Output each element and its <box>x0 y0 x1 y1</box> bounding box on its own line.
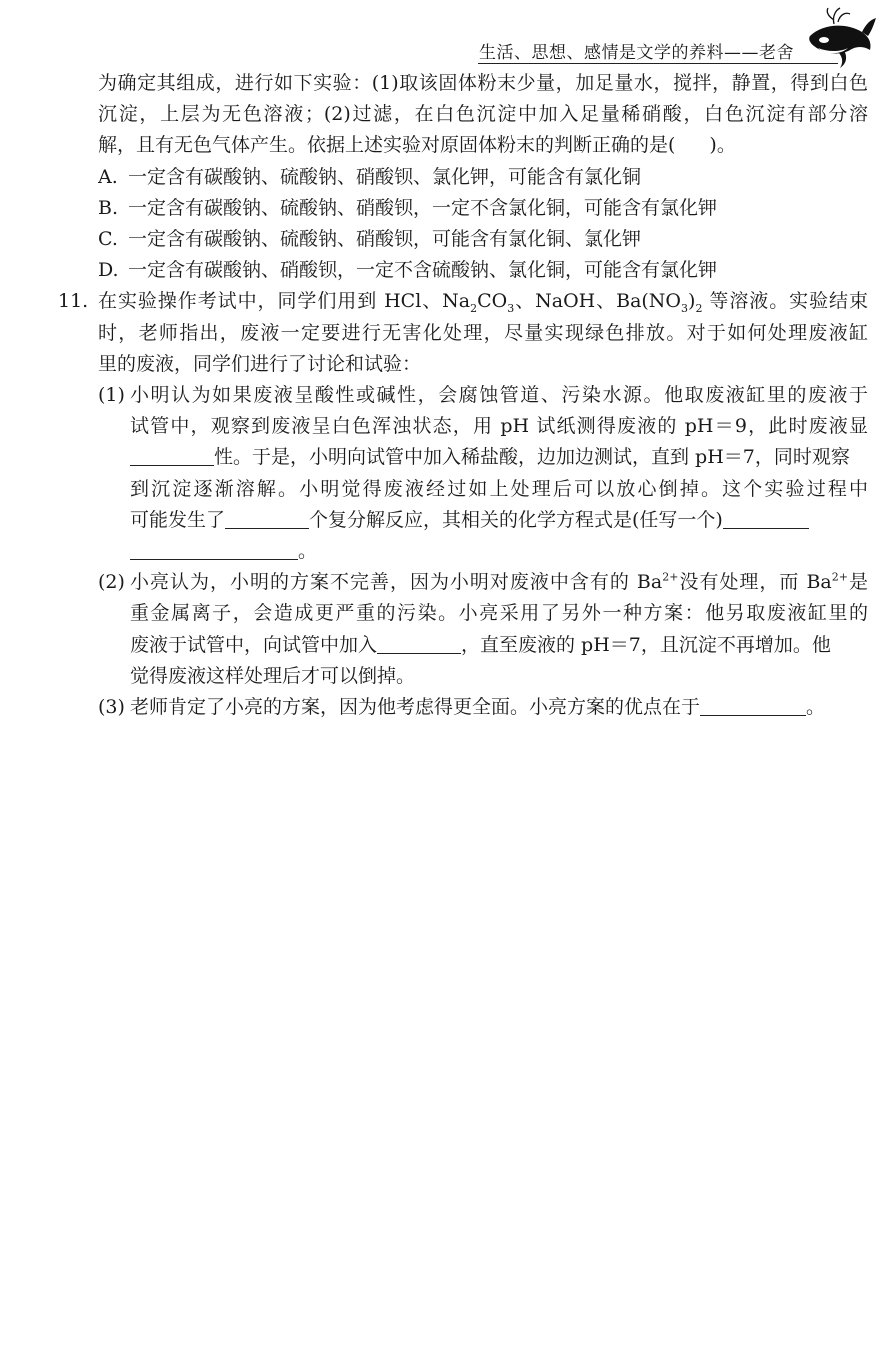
answer-blank[interactable] <box>130 443 214 466</box>
part2-line-b: 重金属离子，会造成更严重的污染。小亮采用了另外一种方案：他另取废液缸里的 <box>130 602 868 625</box>
option-text: 一定含有碳酸钠、硫酸钠、硝酸钡、氯化钾，可能含有氯化铜 <box>128 165 642 188</box>
header-rule <box>478 63 838 64</box>
intro-line-2: 沉淀，上层为无色溶液；(2)过滤，在白色沉淀中加入足量稀硝酸，白色沉淀有部分溶 <box>98 103 868 126</box>
subscript: 2 <box>470 302 478 316</box>
option-text: 一定含有碳酸钠、硫酸钠、硝酸钡，可能含有氯化铜、氯化钾 <box>128 227 642 250</box>
part2-text: 废液于试管中，向试管中加入 <box>130 633 378 656</box>
q11-text: CO <box>477 290 508 313</box>
option-label: B. <box>98 196 119 219</box>
q11-part-1 <box>98 380 868 567</box>
part2-text: ，直至废液的 pH＝7，且沉淀不再增加。他 <box>461 633 831 656</box>
answer-blank[interactable] <box>377 631 461 654</box>
part1-text: 个复分解反应，其相关的化学方程式是(任写一个) <box>309 508 723 531</box>
answer-blank[interactable] <box>225 506 309 529</box>
q11-text: ) <box>688 290 696 313</box>
q11-line-2: 时，老师指出，废液一定要进行无害化处理，尽量实现绿色排放。对于如何处理废液缸 <box>98 321 868 344</box>
q11-line-3: 里的废液，同学们进行了讨论和试验： <box>98 352 422 375</box>
part2-line-d: 觉得废液这样处理后才可以倒掉。 <box>130 664 416 687</box>
q11-part-2 <box>98 567 868 692</box>
part1-line-e <box>130 505 868 536</box>
superscript: 2+ <box>662 570 679 584</box>
q11-text: 等溶液。实验结束 <box>702 290 868 313</box>
part3-line-a <box>130 692 868 723</box>
part1-line-c <box>130 442 868 473</box>
header-motto: 生活、思想、感情是文学的养料——老舍 <box>479 43 794 63</box>
q11-part-3 <box>98 692 868 723</box>
part-number: (2) <box>98 571 125 594</box>
part3-text: 。 <box>806 695 826 718</box>
answer-blank[interactable] <box>700 693 806 716</box>
question-number: 11. <box>58 290 89 313</box>
answer-blank[interactable] <box>723 506 809 529</box>
q11-text: 在实验操作考试中，同学们用到 HCl、Na <box>98 290 471 313</box>
part-number: (1) <box>98 383 125 406</box>
option-a <box>98 162 868 193</box>
option-d <box>98 255 868 286</box>
option-b <box>98 193 868 224</box>
part1-text: 。 <box>298 539 318 562</box>
q11-text: 、NaOH、Ba(NO <box>514 290 682 313</box>
subscript: 3 <box>507 302 515 316</box>
option-text: 一定含有碳酸钠、硫酸钠、硝酸钡，一定不含氯化铜，可能含有氯化钾 <box>128 196 718 219</box>
part1-line-b: 试管中，观察到废液呈白色浑浊状态，用 pH 试纸测得废液的 pH＝9，此时废液显 <box>130 415 868 438</box>
part2-text: 是 <box>847 571 868 594</box>
intro-line-3-text: 解，且有无色气体产生。依据上述实验对原固体粉末的判断正确的是( <box>98 134 676 157</box>
superscript: 2+ <box>831 570 848 584</box>
question-content <box>58 68 868 723</box>
option-label: C. <box>98 227 118 250</box>
q11-line-1 <box>98 286 868 317</box>
option-c <box>98 224 868 255</box>
whale-icon <box>804 6 878 72</box>
part2-line-c <box>130 630 868 661</box>
part2-text: 没有处理，而 Ba <box>678 571 832 594</box>
subscript: 3 <box>681 302 689 316</box>
part1-text: 性。于是，小明向试管中加入稀盐酸，边加边测试，直到 pH＝7，同时观察 <box>214 446 850 469</box>
option-label: D. <box>98 259 119 282</box>
subscript: 2 <box>695 302 703 316</box>
intro-line-1: 为确定其组成，进行如下实验：(1)取该固体粉末少量，加足量水，搅拌，静置，得到白色 <box>98 72 868 94</box>
page-header <box>478 34 838 64</box>
intro-line-3-end: )。 <box>709 134 736 157</box>
part1-line-a: 小明认为如果废液呈酸性或碱性，会腐蚀管道、污染水源。他取废液缸里的废液于 <box>130 383 868 406</box>
intro-line-3 <box>98 130 868 161</box>
part1-line-f <box>130 536 868 567</box>
part2-text: 小亮认为，小明的方案不完善，因为小明对废液中含有的 Ba <box>130 571 663 594</box>
option-label: A. <box>98 165 118 188</box>
part1-text: 可能发生了 <box>130 508 226 531</box>
part1-line-d: 到沉淀逐渐溶解。小明觉得废液经过如上处理后可以放心倒掉。这个实验过程中 <box>130 477 868 500</box>
option-text: 一定含有碳酸钠、硝酸钡，一定不含硫酸钠、氯化铜，可能含有氯化钾 <box>128 259 718 282</box>
question-11 <box>58 286 868 723</box>
part-number: (3) <box>98 695 125 718</box>
part2-line-a <box>130 567 868 598</box>
answer-blank[interactable] <box>130 537 298 560</box>
part3-text: 老师肯定了小亮的方案，因为他考虑得更全面。小亮方案的优点在于 <box>130 695 701 718</box>
